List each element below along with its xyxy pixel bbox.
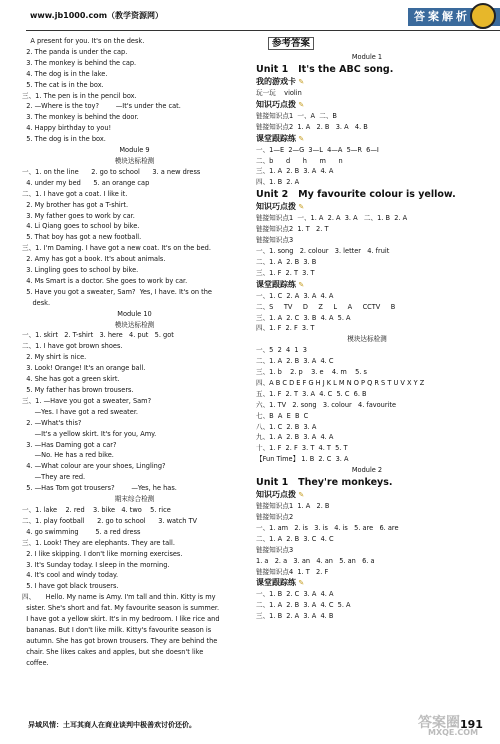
unit-heading: Unit 2 My favourite colour is yellow.	[256, 189, 456, 201]
answer-line: 3. My father goes to work by car.	[22, 211, 135, 220]
answer-line: 九、1. A 2. B 3. A 4. A	[256, 433, 334, 442]
answer-line: 4. Li Qiang goes to school by bike.	[22, 222, 140, 231]
answer-line: 2. My shirt is nice.	[22, 353, 87, 362]
answer-line: 链接知识点1 一、1. A 2. A 3. A 二、1. B 2. A	[256, 214, 408, 223]
answer-line: 5. My father has brown trousers.	[22, 386, 134, 394]
answer-line: —Yes. I have got a red sweater.	[22, 407, 139, 416]
answer-line: 三、1. b 2. p 3. e 4. m 5. s	[256, 368, 367, 377]
answer-line: 八、1. C 2. B 3. A	[256, 422, 317, 431]
answer-line: 5. The dog is in the box.	[22, 135, 106, 144]
pencil-icon: ✎	[296, 280, 305, 289]
answer-line: 二、1. A 2. B 3. A 4. C	[256, 357, 334, 366]
answer-line: chair. She likes cakes and apples, but she doesn't like	[22, 647, 204, 656]
answer-line: 5. —Has Tom got trousers? —Yes, he has.	[22, 484, 177, 493]
answer-line: 3. The monkey is behind the cap.	[22, 58, 137, 67]
answer-line: 三、1. F 2. T 3. T	[256, 268, 315, 277]
answer-line: 二、S TV D Z L A CCTV B	[256, 302, 396, 311]
answer-line: desk.	[22, 298, 51, 307]
answer-line: 4. It's cool and windy today.	[22, 571, 119, 580]
answer-line: 六、1. TV 2. song 3. colour 4. favourite	[256, 400, 397, 409]
pencil-icon: ✎	[296, 579, 305, 588]
unit-heading: Unit 1 It's the ABC song.	[256, 63, 394, 75]
answer-line: 一、1. am 2. is 3. is 4. is 5. are 6. are	[256, 523, 399, 532]
answer-line: 二、1. A 2. B 3. C 4. C	[256, 534, 334, 543]
answer-line: 三、1. The pen is in the pencil box.	[22, 91, 137, 100]
left-column	[22, 36, 247, 669]
logo-icon	[470, 3, 496, 29]
answer-line: 5. The cat is in the box.	[22, 80, 104, 89]
pencil-icon: ✎	[296, 77, 305, 86]
answer-line: 七、B A E B C	[256, 411, 309, 420]
answer-line: sister. She's short and fat. My favourite season is summer.	[22, 604, 220, 613]
answer-line: 4. Happy birthday to you!	[22, 124, 112, 133]
answer-line: 二、1. I have got a coat. I like it.	[22, 189, 128, 198]
subsection-heading: 课堂跟踪练 ✎	[256, 578, 305, 588]
pencil-icon: ✎	[296, 134, 305, 143]
answer-line: 链接知识点4 1. T 2. F	[256, 567, 329, 576]
answer-line: —They are red.	[22, 473, 86, 482]
reference-answers-banner: 参考答案	[256, 36, 478, 52]
header-divider	[26, 30, 500, 31]
answer-line: 一、1. B 2. C 3. A 4. A	[256, 590, 334, 599]
section-heading: Module 2	[351, 466, 383, 475]
answer-line: bananas. But I don't like milk. Kitty's favourite season is	[22, 625, 212, 634]
watermark-url: MXQE.COM	[428, 728, 479, 737]
answer-line: 一、1. on the line 2. go to school 3. a new dress	[22, 167, 201, 176]
answer-line: I have got a yellow skirt. It's in my bedroom. I like rice and	[22, 615, 220, 624]
answer-line: autumn. She has got brown trousers. They are behind the	[22, 636, 218, 645]
section-heading: Module 1	[351, 53, 383, 61]
answer-line: 5. That boy has got a new football.	[22, 233, 142, 242]
answer-line: 链接知识点2 1. T 2. T	[256, 225, 329, 234]
answer-line: 一、1. song 2. colour 3. letter 4. fruit	[256, 246, 390, 255]
answer-line: 4. She has got a green skirt.	[22, 375, 120, 384]
answer-line: 四、A B C D E F G H J K L M N O P Q R S T U V X Y Z	[256, 378, 425, 387]
answer-line: 二、b d h m n	[256, 156, 343, 165]
page-footer	[0, 712, 500, 744]
answer-line: 4. —What colour are your shoes, Lingling?	[22, 462, 166, 471]
answer-line: 2. Amy has got a book. It's about animals.	[22, 255, 166, 264]
subsection-heading: 课堂跟踪练 ✎	[256, 133, 305, 143]
section-heading: 模块达标检测	[114, 320, 155, 329]
answer-line: 1. a 2. a 3. an 4. an 5. an 6. a	[256, 556, 375, 565]
answer-line: 链接知识点3	[256, 545, 294, 554]
page-number: 191	[460, 718, 483, 731]
answer-line: —No. He has a red bike.	[22, 451, 114, 460]
answer-line: 一、5 2 4 1 3	[256, 346, 307, 355]
answer-line: 2. The panda is under the cap.	[22, 47, 128, 56]
answer-line: 3. The monkey is behind the door.	[22, 113, 139, 122]
answer-line: 3. It's Sunday today. I sleep in the morning.	[22, 560, 170, 569]
section-heading: 模块达标检测	[347, 335, 387, 344]
subsection-heading: 知识巧点拨 ✎	[256, 490, 305, 500]
site-url: www.jb1000.com（教学资源网）	[30, 11, 164, 20]
answer-line: 5. I have got black trousers.	[22, 582, 119, 591]
answer-line: 十、1. F 2. F 3. T 4. T 5. T	[256, 444, 348, 453]
answer-line: 一、1. skirt 2. T-shirt 3. here 4. put 5. got	[22, 331, 174, 340]
answer-line: 2. I like skipping. I don't like morning exercises.	[22, 549, 183, 558]
answer-line: 一、1. C 2. A 3. A 4. A	[256, 291, 334, 300]
answer-line: 玩一玩 violin	[256, 88, 302, 97]
footer-note: 异域风情：土耳其商人在商业谈判中极善欢讨价还价。	[28, 721, 196, 729]
answer-line: 四、1. B 2. A	[256, 178, 300, 187]
answer-line: 三、1. A 2. B 3. A 4. A	[256, 167, 334, 176]
answer-line: coffee.	[22, 658, 49, 667]
answer-line: 4. The dog is in the lake.	[22, 69, 108, 78]
pencil-icon: ✎	[296, 491, 305, 500]
answer-line: 四、 Hello. My name is Amy. I'm tall and thin. Kitty is my	[22, 593, 216, 602]
answer-line: 四、1. F 2. F 3. T	[256, 324, 315, 333]
answer-line: 2. My brother has got a T-shirt.	[22, 200, 129, 209]
answer-line: 4. Ms Smart is a doctor. She goes to work by car.	[22, 276, 188, 285]
answer-line: 4. under my bed 5. an orange cap	[22, 178, 150, 187]
answer-line: 三、1. I'm Daming. I have got a new coat. It's on the bed.	[22, 244, 211, 253]
answer-line: A present for you. It's on the desk.	[22, 37, 145, 45]
answer-line: 【Fun Time】 1. B 2. C 3. A	[256, 455, 349, 464]
subsection-heading: 知识巧点拨 ✎	[256, 99, 305, 109]
answer-line: 一、1. lake 2. red 3. bike 4. two 5. rice	[22, 505, 171, 514]
answer-line: 链接知识点1 1. A 2. B	[256, 502, 330, 511]
answer-line: 3. Look! Orange! It's an orange ball.	[22, 364, 146, 373]
section-heading: 模块达标检测	[114, 156, 155, 165]
answer-line: —It's a yellow skirt. It's for you, Amy.	[22, 429, 157, 438]
section-heading: Module 10	[117, 309, 152, 318]
answer-line: 三、1. —Have you got a sweater, Sam?	[22, 396, 152, 405]
subsection-heading: 课堂跟踪练 ✎	[256, 279, 305, 289]
answer-line: 二、1. I have got brown shoes.	[22, 342, 123, 351]
answer-line: 3. Lingling goes to school by bike.	[22, 266, 139, 275]
answer-line: 2. —What's this?	[22, 418, 82, 427]
header-title: 答案解析	[408, 8, 500, 26]
section-heading: 期末综合检测	[114, 495, 155, 504]
answer-line: 五、1. F 2. T 3. A 4. C 5. C 6. B	[256, 389, 367, 398]
answer-line: 链接知识点2	[256, 513, 294, 521]
page-header	[0, 0, 500, 34]
answer-line: 一、1—E 2—G 3—L 4—A 5—R 6—I	[256, 145, 379, 154]
answer-line: 2. —Where is the toy? —It's under the cat.	[22, 102, 181, 111]
answer-line: 3. —Has Daming got a car?	[22, 440, 117, 449]
pencil-icon: ✎	[296, 100, 305, 109]
subsection-heading: 我的游戏卡 ✎	[256, 76, 305, 86]
answer-line: 4. go swimming 5. a red dress	[22, 527, 141, 536]
unit-heading: Unit 1 They're monkeys.	[256, 477, 393, 489]
answer-line: 链接知识点1 一、A 二、B	[256, 111, 337, 120]
answer-line: 二、1. play football 2. go to school 3. watch TV	[22, 516, 198, 525]
section-heading: Module 9	[119, 146, 150, 155]
answer-line: 三、1. A 2. C 3. B 4. A 5. A	[256, 313, 351, 322]
answer-line: 二、1. A 2. B 3. B	[256, 257, 317, 266]
pencil-icon: ✎	[296, 203, 305, 212]
answer-line: 二、1. A 2. B 3. A 4. C 5. A	[256, 601, 351, 610]
answer-line: 三、1. B 2. A 3. A 4. B	[256, 612, 334, 621]
answer-line: 三、1. Look! They are elephants. They are tall.	[22, 538, 175, 547]
watermark: 答案圈	[418, 715, 460, 731]
answer-line: 链接知识点3	[256, 236, 294, 245]
subsection-heading: 知识巧点拨 ✎	[256, 202, 305, 212]
right-column	[256, 36, 478, 622]
answer-line: 5. Have you got a sweater, Sam? Yes, I have. It's on the	[22, 287, 212, 296]
answer-line: 链接知识点2 1. A 2. B 3. A 4. B	[256, 122, 368, 131]
